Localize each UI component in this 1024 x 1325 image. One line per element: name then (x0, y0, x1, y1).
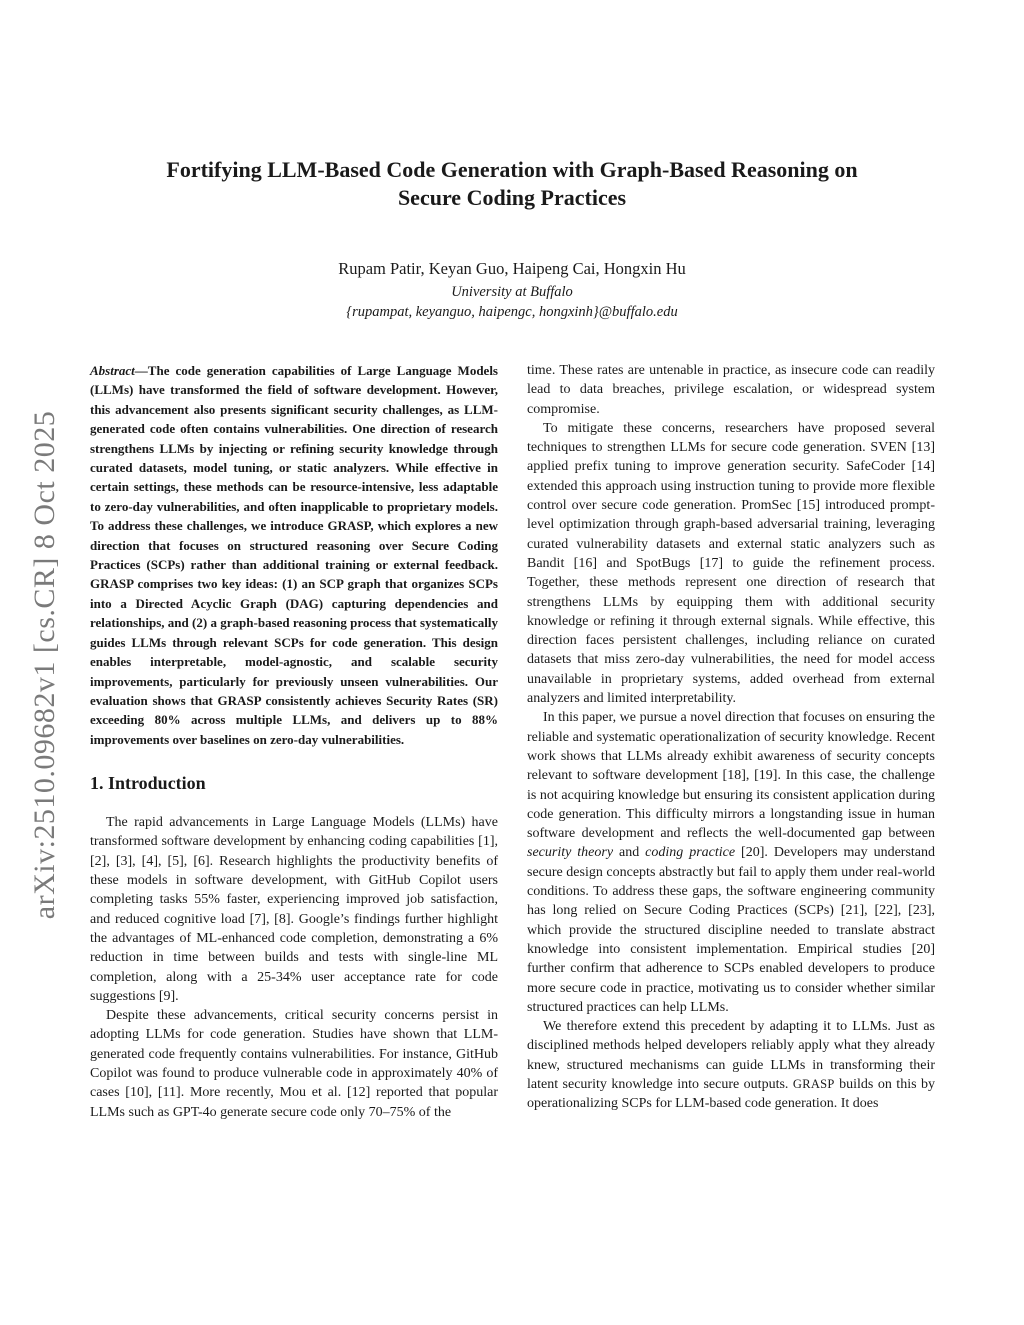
intro-paragraph-4 (527, 708, 935, 1017)
title-line-1: Fortifying LLM-Based Code Generation with Graph-Based Reasoning on (166, 157, 858, 182)
arxiv-identifier-text: arXiv:2510.09682v1 [cs.CR] 8 Oct 2025 (28, 410, 61, 920)
section-heading-introduction: 1. Introduction (90, 773, 206, 794)
intro-paragraph-1: The rapid advancements in Large Language Models (LLMs) have transformed software development by enhancing coding capabilities [1], [2], [3], [4], [5], [6]. Research highlights the productivity benefits of these models in software development, with GitHub Copilot users completing tasks 55% faster, experiencing improved job satisfaction, and reduced cognitive load [7], [8]. Google’s findings further highlight the advantages of ML-enhanced code completion, demonstrating a 6% reduction in time between builds and tests with single-line ML completion, along with a 25-34% user acceptance rate for code suggestions [9]. (90, 815, 498, 1004)
para5-text-a: We therefore extend this precedent by adapting it to LLMs. Just as disciplined methods helped developers reliably apply what they already knew, structured mechanisms can guide LLMs in transforming their latent security knowledge into secure outputs. (527, 1019, 935, 1092)
para4-text-b: and (613, 845, 646, 861)
para4-emphasis-security-theory: security theory (527, 845, 614, 861)
author-emails: {rupampat, keyanguo, haipengc, hongxinh}@buffalo.edu (346, 304, 678, 320)
para5-grasp-name: GRASP (792, 1076, 835, 1091)
para4-text-c: [20]. Developers may understand secure design concepts abstractly but fail to apply them under real-world conditions. To address these gaps, the software engineering community has long relied on Secure Coding Practices (SCPs) [21], [22], [23], which provide the structured discipline needed to translate abstract knowledge into consistent implementation. Empirical studies [20] further confirm that adherence to SCPs enabled developers to produce more secure code in practice, motivating us to consider whether similar structured practices can help LLMs. (527, 845, 935, 1015)
abstract-text: —The code generation capabilities of Large Language Models (LLMs) have transformed the field of software development. However, this advancement also presents significant security challenges, as LLM-generated code often contains vulnerabilities. One direction of research strengthens LLMs by injecting or refining security knowledge through curated datasets, model tuning, or static analyzers. While effective in certain settings, these methods can be resource-intensive, less adaptable to zero-day vulnerabilities, and often inapplicable to proprietary models. To address these challenges, we introduce GRASP, which explores a new direction that focuses on structured reasoning over Secure Coding Practices (SCPs) rather than additional training or external feedback. GRASP comprises two key ideas: (1) an SCP graph that organizes SCPs into a Directed Acyclic Graph (DAG) capturing dependencies and relationships, and (2) a graph-based reasoning process that systematically guides LLMs through relevant SCPs for code generation. This design enables interpretable, model-agnostic, and scalable security improvements, particularly for previously unseen vulnerabilities. Our evaluation shows that GRASP consistently achieves Security Rates (SR) exceeding 80% across multiple LLMs, and delivers up to 88% improvements over baselines on zero-day vulnerabilities. (90, 363, 498, 747)
abstract-label: Abstract (90, 363, 135, 378)
title-line-2: Secure Coding Practices (397, 185, 627, 210)
affiliation: University at Buffalo (451, 284, 573, 300)
para5-text-b: builds on this by operationalizing SCPs for LLM-based code generation. It does (527, 1076, 935, 1112)
intro-paragraph-2: Despite these advancements, critical security concerns persist in adopting LLMs for code generation. Studies have shown that LLM-generated code frequently contains vulnerabilities. For instance, GitHub Copilot was found to produce vulnerable code in approximately 40% of cases [10], [11]. More recently, Mou et al. [12] reported that popular LLMs such as GPT-4o generate secure code only 70–75% of the (90, 1008, 498, 1120)
right-column (527, 361, 935, 1114)
intro-paragraph-5 (527, 1017, 935, 1113)
abstract (90, 361, 498, 749)
intro-paragraph-2-continued: time. These rates are untenable in practice, as insecure code can readily lead to data breaches, privilege escalation, or widespread system compromise. (527, 363, 935, 417)
author-list: Rupam Patir, Keyan Guo, Haipeng Cai, Hongxin Hu (338, 259, 686, 278)
paper-title (120, 156, 904, 212)
intro-paragraph-3: To mitigate these concerns, researchers have proposed several techniques to strengthen LLMs for secure code generation. SVEN [13] applied prefix tuning to improve generation security. SafeCoder [14] extended this approach using instruction tuning to provide more flexible control over secure code generation. PromSec [15] introduced prompt-level optimization through graph-based adversarial training, leveraging curated vulnerability datasets and external static analyzers such as Bandit [16] and SpotBugs [17] to guide the refinement process. Together, these methods represent one direction of research that strengthens LLMs by equipping them with additional security knowledge or refining it through external signals. While effective, this direction faces persistent challenges, including reliance on curated datasets that miss zero-day vulnerabilities, the need for model access unavailable in proprietary systems, added overhead from external analyzers and limited interpretability. (527, 420, 935, 707)
left-column (90, 361, 498, 1122)
para4-text-a: In this paper, we pursue a novel direction that focuses on ensuring the reliable and systematic operationalization of security knowledge. Recent work shows that LLMs already exhibit awareness of security concepts relevant to software development [18], [19]. In this case, the challenge is not acquiring knowledge but ensuring its consistent application during code generation. This difficulty mirrors a longstanding issue in human software development and reflects the well-documented gap between (527, 710, 935, 842)
para4-emphasis-coding-practice: coding practice (645, 845, 736, 861)
arxiv-identifier-stamp (20, 380, 70, 950)
